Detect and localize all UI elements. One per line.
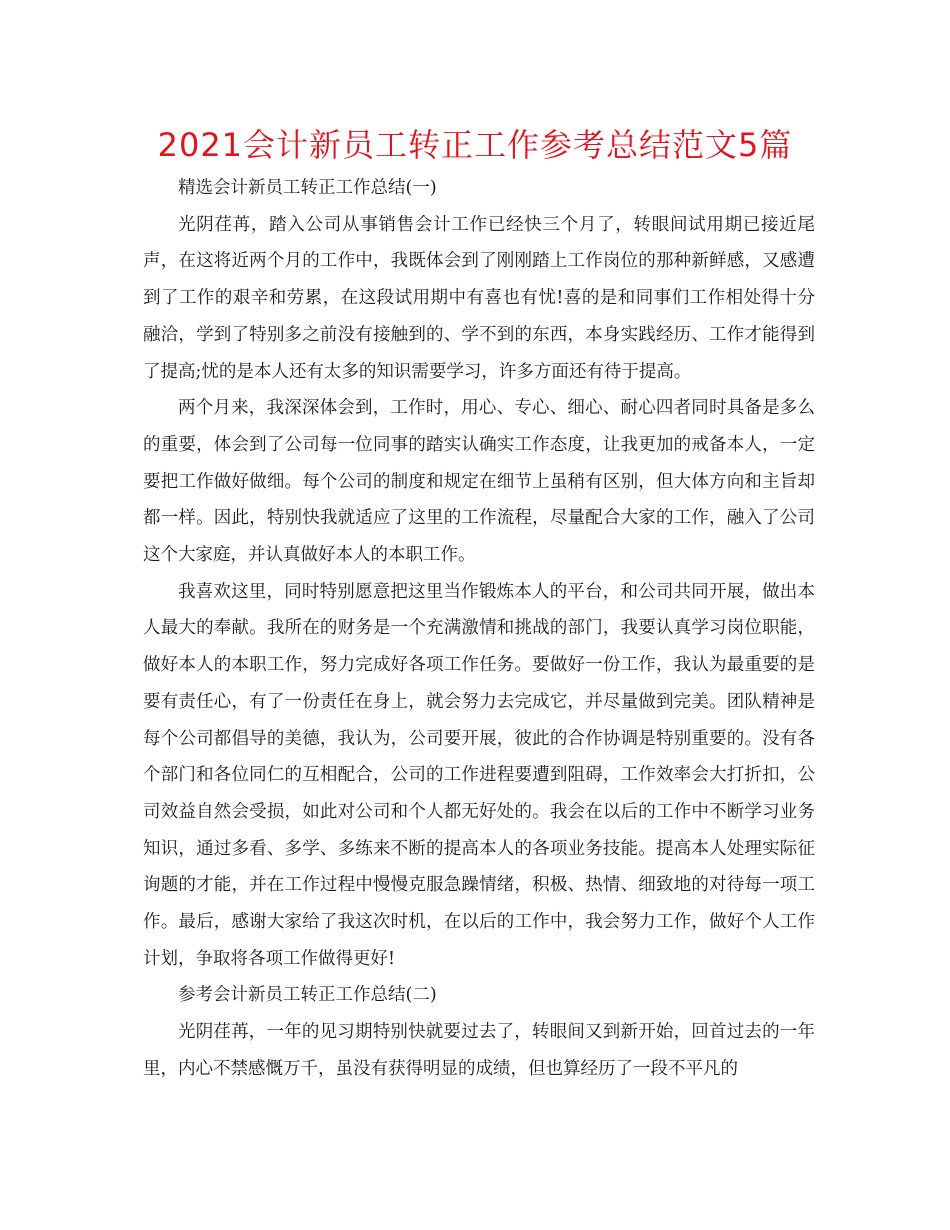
section-heading-1: 精选会计新员工转正工作总结(一) xyxy=(178,178,437,198)
section-heading-2: 参考会计新员工转正工作总结(二) xyxy=(178,985,437,1006)
document-title: 2021会计新员工转正工作参考总结范文5篇 xyxy=(157,126,793,164)
paragraph-2: 两个月来，我深深体会到，工作时，用心、专心、细心、耐心四者同时具备是多么的重要，体会到了公司每一位同事的踏实认确实工作态度，让我更加的戒备本人，一定要把工作做好做细。每个公司的制度和规定在细节上虽稍有区别，但大体方向和主旨却都一样。因此，特别快我就适应了这里的工作流程，尽量配合大家的工作，融入了公司这个大家庭，并认真做好本人的本职工作。 xyxy=(143,398,815,566)
paragraph-4: 光阴荏苒，一年的见习期特别快就要过去了，转眼间又到新开始，回首过去的一年里，内心不禁感慨万千，虽没有获得明显的成绩，但也算经历了一段不平凡的 xyxy=(143,1022,815,1079)
paragraph-1: 光阴荏苒，踏入公司从事销售会计工作已经快三个月了，转眼间试用期已接近尾声，在这将近两个月的工作中，我既体会到了刚刚踏上工作岗位的那种新鲜感，又感遭到了工作的艰辛和劳累，在这段试用期中有喜也有忧!喜的是和同事们工作相处得十分融洽，学到了特别多之前没有接触到的、学不到的东西，本身实践经历、工作才能得到了提高;忧的是本人还有太多的知识需要学习，许多方面还有待于提高。 xyxy=(143,214,815,382)
document-body xyxy=(143,170,815,1088)
paragraph-3: 我喜欢这里，同时特别愿意把这里当作锻炼本人的平台，和公司共同开展，做出本人最大的奉献。我所在的财务是一个充满激情和挑战的部门，我要认真学习岗位职能，做好本人的本职工作，努力完成好各项工作任务。要做好一份工作，我认为最重要的是要有责任心，有了一份责任在身上，就会努力去完成它，并尽量做到完美。团队精神是每个公司都倡导的美德，我认为，公司要开展，彼此的合作协调是特别重要的。没有各个部门和各位同仁的互相配合，公司的工作进程要遭到阻碍，工作效率会大打折扣，公司效益自然会受损，如此对公司和个人都无好处的。我会在以后的工作中不断学习业务知识，通过多看、多学、多练来不断的提高本人的各项业务技能。提高本人处理实际征询题的才能，并在工作过程中慢慢克服急躁情绪，积极、热情、细致地的对待每一项工作。最后，感谢大家给了我这次时机，在以后的工作中，我会努力工作，做好个人工作计划，争取将各项工作做得更好! xyxy=(143,581,815,969)
